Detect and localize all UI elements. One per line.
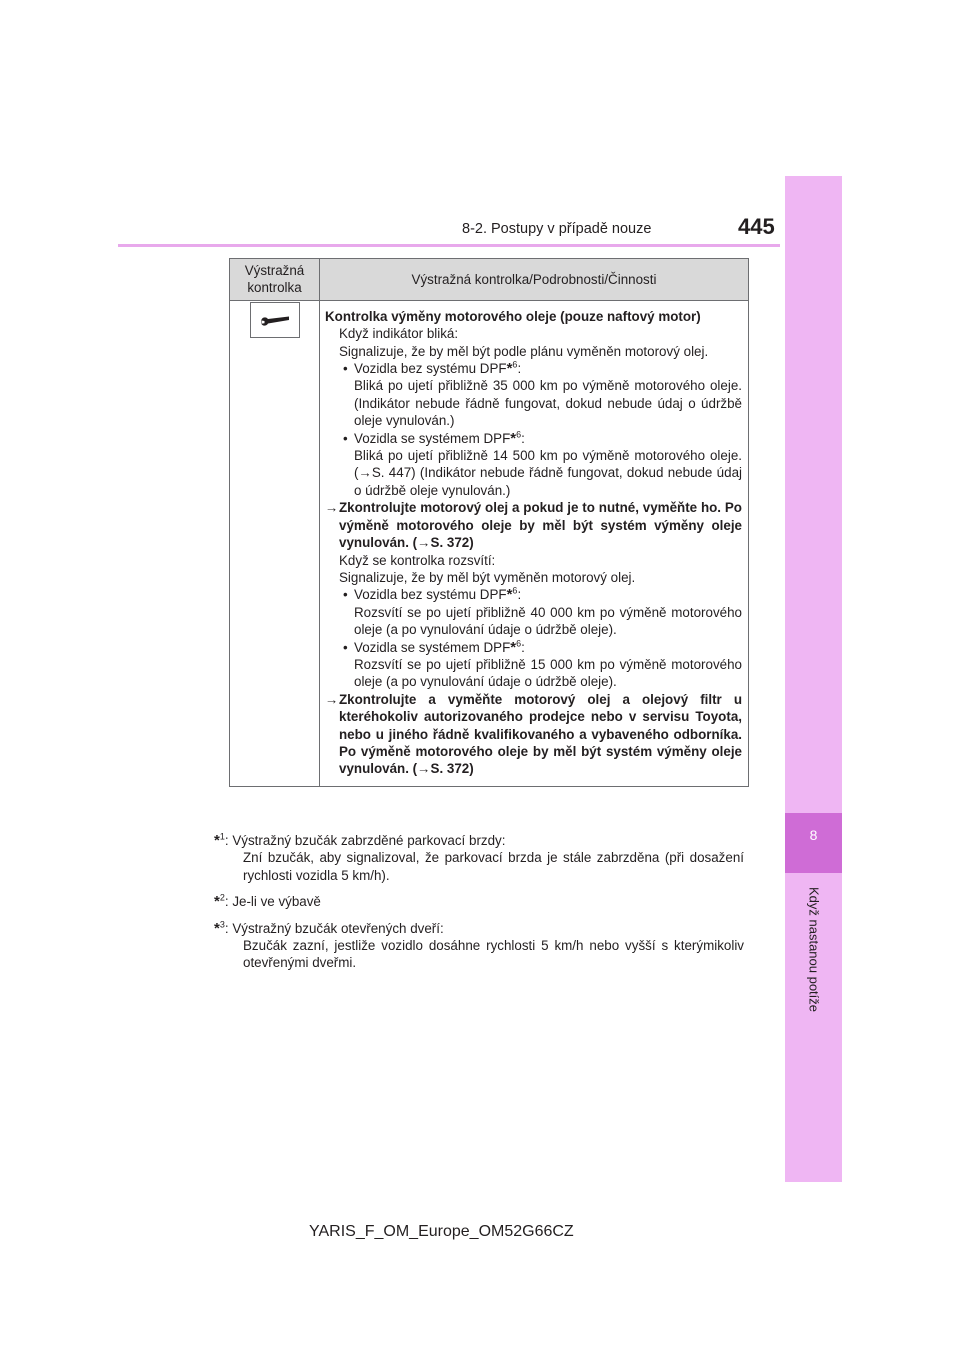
bullet-lit-no-dpf: • Vozidla bez systému DPF*$^6$:	[325, 586, 742, 603]
bullet-blink-dpf: • Vozidla se systémem DPF*$^6$:	[325, 430, 742, 447]
action-2: → Zkontrolujte a vyměňte motorový olej a olejový filtr u kteréhokoliv autorizovaného prodejce nebo v servisu Toyota, nebo u jiného řádně kvalifikovaného a vybaveného odborníka. Po výměně motorového oleje by měl být systém výměny oleje vynulován. (→S. 372)	[325, 691, 742, 777]
footnotes	[214, 832, 744, 981]
lit-title: Když se kontrolka rozsvítí:	[339, 552, 496, 568]
blink-no-dpf-text: Bliká po ujetí přibližně 35 000 km po výměně motorového oleje. (Indikátor nebude řádně fungovat, dokud nebude údaj o údržbě oleje vynulován.)	[354, 378, 742, 429]
footnote-star: *	[510, 429, 517, 447]
chapter-number-box	[785, 813, 842, 873]
bullet-lit-dpf: • Vozidla se systémem DPF*$^6$:	[325, 639, 742, 656]
bullet-label: Vozidla bez systému DPF	[354, 587, 507, 603]
arrow-icon: →	[358, 465, 372, 481]
footnote-ref: 6	[516, 638, 522, 649]
bullet-label: Vozidla se systémem DPF	[354, 639, 511, 655]
table-header-row	[230, 259, 749, 301]
blink-dpf-text: Bliká po ujetí přibližně 14 500 km po výměně motorového oleje. (→S. 447) (Indikátor nebude řádně fungovat, dokud nebude údaj o údržbě oleje vynulován.)	[354, 448, 742, 498]
lit-signal: Signalizuje, že by měl být vyměněn motorový olej.	[339, 569, 636, 585]
footnote-title: Výstražný bzučák zabrzděné parkovací brzdy:	[232, 833, 506, 848]
footnote-3: *$^3$: Výstražný bzučák otevřených dveří: Bzučák zazní, jestliže vozidlo dosáhne rychlosti 5 km/h nebo vyšší s kterýmikoliv otevřenými dveřmi.	[214, 919, 744, 971]
details-cell	[320, 300, 749, 786]
footnote-star: *	[506, 586, 513, 604]
page-number: 445	[738, 214, 775, 239]
bullet-label: Vozidla bez systému DPF	[354, 361, 507, 377]
wrench-icon-graphic	[258, 308, 292, 332]
header-divider	[118, 244, 780, 247]
footnote-star: *	[510, 638, 517, 656]
wrench-icon	[250, 302, 300, 338]
page-ref-link[interactable]: S. 372	[430, 535, 470, 551]
page-ref-link[interactable]: S. 447	[371, 465, 412, 481]
action-1: → Zkontrolujte motorový olej a pokud je to nutné, vyměňte ho. Po výměně motorového oleje by měl být systém výměny oleje vynulován. (→S. 372)	[325, 500, 742, 551]
footnote-title: Výstražný bzučák otevřených dveří:	[232, 920, 444, 936]
arrow-icon: →	[417, 761, 431, 777]
footnote-star: *	[214, 919, 220, 937]
page-ref-link[interactable]: S. 372	[430, 761, 470, 777]
col-header-indicator: Výstražná kontrolka	[230, 259, 320, 301]
footnote-mark: 3	[219, 919, 225, 930]
lit-dpf-text: Rozsvítí se po ujetí přibližně 15 000 km po výměně motorového oleje (a po vynulování údaje o údržbě oleje).	[354, 656, 742, 690]
footnote-mark: 1	[219, 831, 225, 842]
document-id: YARIS_F_OM_Europe_OM52G66CZ	[309, 1223, 574, 1240]
chapter-side-tab	[785, 176, 842, 1182]
warning-table	[229, 258, 749, 787]
footnote-1: *$^1$: Výstražný bzučák zabrzděné parkovací brzdy: Zní bzučák, aby signalizoval, že parkovací brzda je stále zabrzděna (při dosažení rychlosti vozidla 5 km/h).	[214, 831, 744, 883]
footnote-ref: 6	[516, 429, 522, 440]
lit-no-dpf-text: Rozsvítí se po ujetí přibližně 40 000 km po výměně motorového oleje (a po vynulování údaje o údržbě oleje).	[354, 604, 742, 638]
footnote-star: *	[506, 360, 513, 378]
indicator-cell	[230, 300, 320, 786]
footnote-text: Zní bzučák, aby signalizoval, že parkovací brzda je stále zabrzděna (při dosažení rychlosti vozidla 5 km/h).	[243, 850, 744, 883]
footnote-title: Je-li ve výbavě	[232, 894, 321, 910]
bullet-label: Vozidla se systémem DPF	[354, 430, 511, 446]
blink-title: Když indikátor bliká:	[339, 326, 459, 342]
arrow-icon: →	[325, 691, 339, 707]
bullet-blink-no-dpf: • Vozidla bez systému DPF*$^6$:	[325, 360, 742, 377]
footnote-ref: 6	[512, 359, 518, 370]
footnote-ref: 6	[512, 585, 518, 596]
blink-signal: Signalizuje, že by měl být podle plánu vyměněn motorový olej.	[339, 343, 709, 359]
indicator-title: Kontrolka výměny motorového oleje (pouze naftový motor)	[325, 308, 701, 324]
footnote-star: *	[214, 832, 220, 849]
chapter-label-container	[785, 882, 842, 1022]
footnote-star: *	[214, 893, 220, 911]
chapter-number: 8	[809, 827, 818, 843]
chapter-label: Když nastanou potíže	[806, 886, 821, 1013]
col-header-details: Výstražná kontrolka/Podrobnosti/Činnosti	[320, 259, 749, 301]
section-title: 8-2. Postupy v případě nouze	[462, 221, 652, 237]
footnote-2: *$^2$: Je-li ve výbavě	[214, 892, 321, 911]
table-row	[230, 300, 749, 786]
arrow-icon: →	[325, 500, 339, 516]
arrow-icon: →	[417, 535, 431, 551]
footnote-mark: 2	[219, 892, 225, 903]
footnote-text: Bzučák zazní, jestliže vozidlo dosáhne rychlosti 5 km/h nebo vyšší s kterýmikoliv otevřenými dveřmi.	[243, 938, 744, 971]
